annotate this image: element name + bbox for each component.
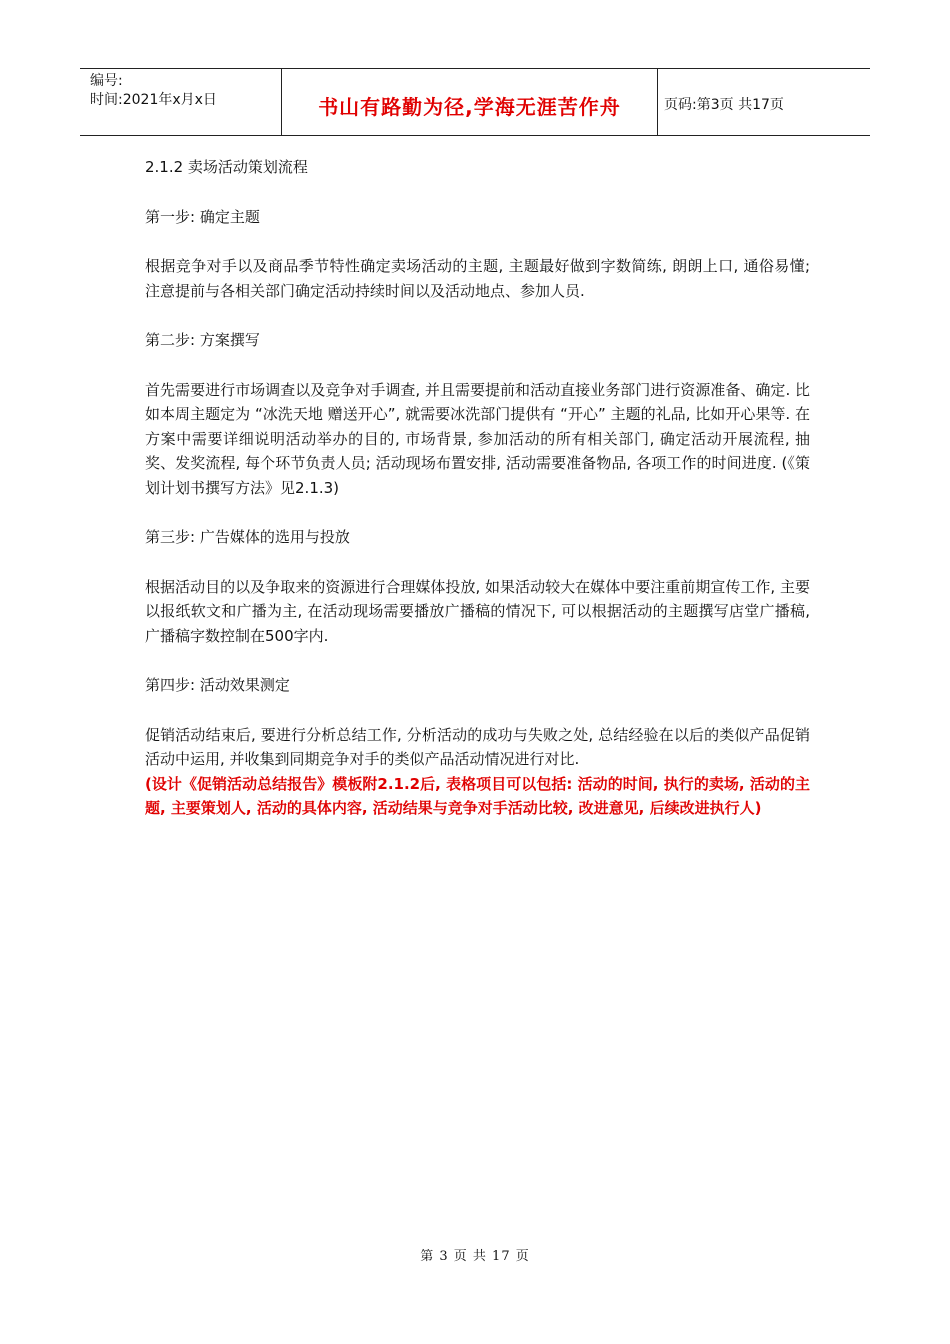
step1-title: 第一步: 确定主题 [145, 207, 260, 226]
step4-note: (设计《促销活动总结报告》模板附2.1.2后, 表格项目可以包括: 活动的时间, 执行的卖场, 活动的主题, 主要策划人, 活动的具体内容, 活动结果与竞争对手活动比较, 改进意见, 后续改进执行人) [145, 774, 810, 817]
step4-text: 促销活动结束后, 要进行分析总结工作, 分析活动的成功与失败之处, 总结经验在以后的类似产品促销活动中运用, 并收集到同期竞争对手的类似产品活动情况进行对比. [145, 725, 810, 768]
step3-text: 根据活动目的以及争取来的资源进行合理媒体投放, 如果活动较大在媒体中要注重前期宣传工作, 主要以报纸软文和广播为主, 在活动现场需要播放广播稿的情况下, 可以根据活动的主题撰写店堂广播稿, 广播稿字数控制在500字内. [145, 577, 810, 645]
step4-title: 第四步: 活动效果测定 [145, 676, 290, 694]
document-number-label: 编号: [90, 73, 123, 89]
step2-title: 第二步: 方案撰写 [145, 331, 260, 349]
document-body [145, 155, 810, 821]
document-date-label: 时间:2021年x月x日 [90, 92, 217, 108]
section-title: 2.1.2 卖场活动策划流程 [145, 158, 308, 176]
header-table [80, 68, 870, 136]
header-page-label: 页码:第3页 共17页 [664, 97, 784, 113]
header-motto: 书山有路勤为径,学海无涯苦作舟 [282, 69, 658, 135]
page-footer: 第 3 页 共 17 页 [420, 1249, 530, 1264]
header-meta [80, 69, 282, 135]
step1-text: 根据竞争对手以及商品季节特性确定卖场活动的主题, 主题最好做到字数简练, 朗朗上口, 通俗易懂; 注意提前与各相关部门确定活动持续时间以及活动地点、参加人员. [145, 257, 810, 300]
step3-title: 第三步: 广告媒体的选用与投放 [145, 528, 350, 546]
step2-text: 首先需要进行市场调查以及竞争对手调查, 并且需要提前和活动直接业务部门进行资源准备、确定. 比如本周主题定为 “冰洗天地 赠送开心”, 就需要冰洗部门提供有 “开心” 主题的礼品, 比如开心果等. 在方案中需要详细说明活动举办的目的, 市场背景, 参加活动的所有相关部门, 确定活动开展流程, 抽奖、发奖流程, 每个环节负责人员; 活动现场布置安排, 活动需要准备物品, 各项工作的时间进度. (《策划计划书撰写方法》见2.1.3) [145, 380, 810, 497]
